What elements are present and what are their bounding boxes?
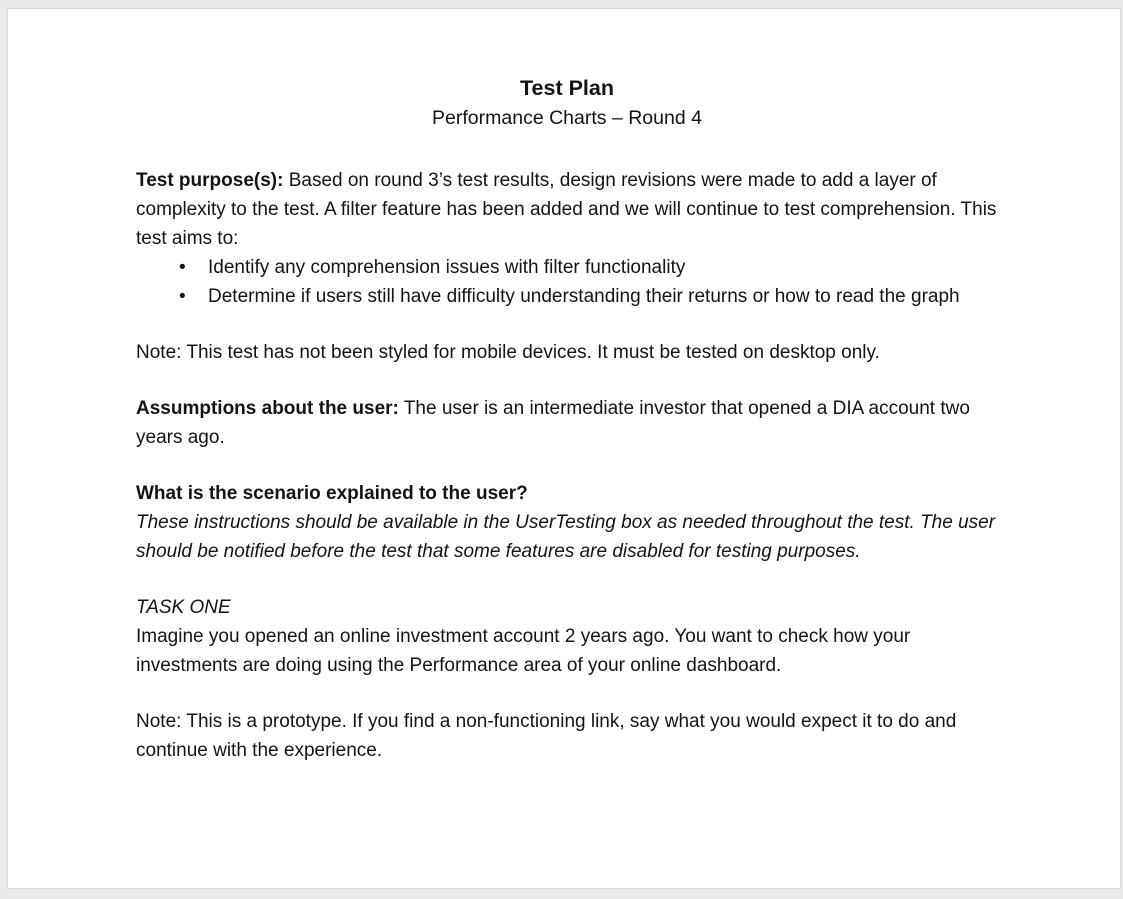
bullet-item-filter-comprehension: • Identify any comprehension issues with filter functionality: [208, 253, 998, 282]
test-purpose-label: Test purpose(s):: [136, 170, 284, 191]
document-subtitle: Performance Charts – Round 4: [432, 107, 702, 129]
test-purpose-paragraph: [136, 166, 998, 253]
task-one-text: Imagine you opened an online investment account 2 years ago. You want to check how your investments are doing using the Performance area of your online dashboard.: [136, 626, 911, 676]
test-purpose-text: Based on round 3’s test results, design revisions were made to add a layer of complexity to the test. A filter feature has been added and we will continue to test comprehension. This test aims to:: [136, 170, 997, 249]
document-title: Test Plan: [520, 76, 614, 100]
test-purpose-bullet-list: [136, 253, 998, 311]
note-mobile-paragraph: Note: This test has not been styled for mobile devices. It must be tested on desktop only.: [136, 342, 880, 363]
document-page: [7, 8, 1121, 889]
assumptions-text: The user is an intermediate investor that opened a DIA account two years ago.: [136, 398, 970, 448]
section-task-one: [136, 593, 998, 680]
section-assumptions: [136, 394, 998, 452]
section-note-mobile: [136, 338, 998, 367]
section-scenario: [136, 479, 998, 566]
section-test-purpose: [136, 166, 998, 311]
assumptions-paragraph: [136, 394, 998, 452]
section-note-prototype: [136, 707, 998, 765]
scenario-instructions: These instructions should be available in the UserTesting box as needed throughout the test. The user should be notified before the test that some features are disabled for testing purposes.: [136, 512, 996, 562]
note-prototype-paragraph: Note: This is a prototype. If you find a non-functioning link, say what you would expect it to do and continue with the experience.: [136, 711, 957, 761]
title-block: [136, 73, 998, 133]
bullet-item-returns-difficulty: • Determine if users still have difficulty understanding their returns or how to read the graph: [208, 282, 998, 311]
scenario-heading: What is the scenario explained to the user?: [136, 483, 528, 504]
document-content: [8, 9, 1120, 765]
assumptions-label: Assumptions about the user:: [136, 398, 399, 419]
task-one-label: TASK ONE: [136, 597, 231, 618]
